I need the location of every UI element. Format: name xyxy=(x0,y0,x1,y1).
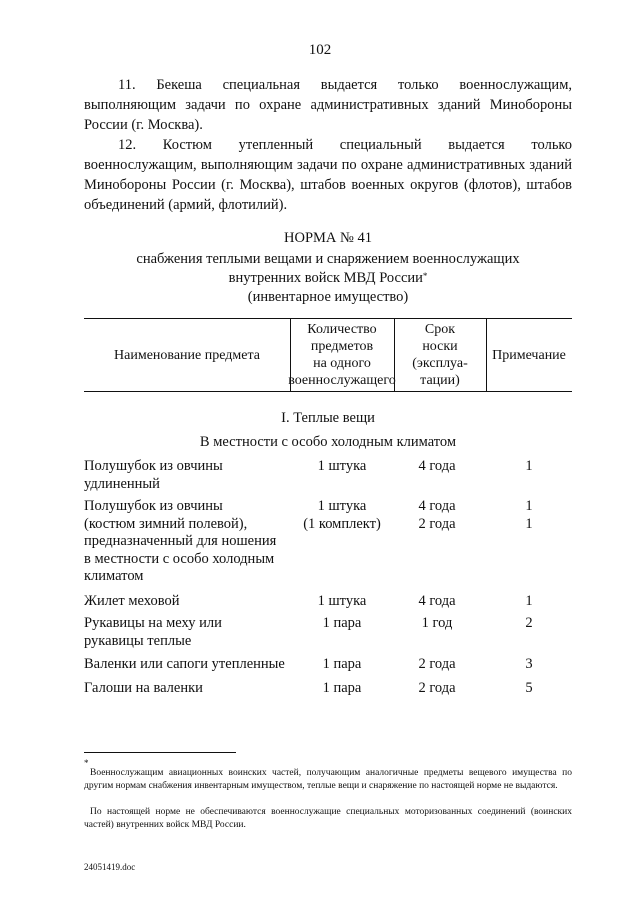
item-qty: 1 пара xyxy=(322,656,362,672)
item-name xyxy=(84,498,284,586)
header-term-line: тации) xyxy=(420,373,460,388)
item-term: 2 года xyxy=(418,680,456,696)
footnote-marker: * xyxy=(422,271,428,281)
norm-subtitle-2 xyxy=(84,269,572,288)
header-term-line: (эксплуа- xyxy=(412,356,468,371)
item-note: 3 xyxy=(525,656,533,672)
page-number: 102 xyxy=(308,42,332,58)
item-name xyxy=(84,458,284,493)
item-note-line: 1 xyxy=(525,498,533,514)
item-name-line: Полушубок из овчины xyxy=(84,498,223,514)
item-qty: 1 штука xyxy=(317,593,367,609)
header-qty-line: военнослужащего xyxy=(288,373,396,388)
paragraph-11: 11. Бекеша специальная выдается только военнослужащим, выполняющим задачи по охране административных зданий Минобороны России (г. Москва). xyxy=(84,77,572,133)
header-note: Примечание xyxy=(492,347,566,363)
item-name-line: предназначенный для ношения xyxy=(84,533,277,549)
header-term xyxy=(394,319,486,391)
header-term-line: носки xyxy=(422,339,458,354)
footnote-2: По настоящей норме не обеспечиваются военнослужащие специальных моторизованных соединений (воинских частей) внутренних войск МВД России. xyxy=(84,807,572,830)
item-note: 1 xyxy=(525,458,533,474)
item-name-line: Рукавицы на меху или xyxy=(84,615,222,631)
item-qty: 1 пара xyxy=(322,615,362,631)
item-term-line: 2 года xyxy=(418,515,456,532)
norm-subtitle-3: (инвентарное имущество) xyxy=(247,289,409,305)
doc-filename: 24051419.doc xyxy=(84,862,136,872)
item-note: 5 xyxy=(525,680,533,696)
footnote-star: * xyxy=(84,758,89,768)
norm-title: НОРМА № 41 xyxy=(284,230,372,246)
header-qty xyxy=(290,319,394,391)
item-name-line: климатом xyxy=(84,568,144,584)
item-name-line: (костюм зимний полевой), xyxy=(84,515,248,532)
norm-subtitle-2-text: внутренних войск МВД России xyxy=(228,270,423,286)
section-subtitle: В местности с особо холодным климатом xyxy=(199,434,457,450)
item-qty xyxy=(290,498,394,533)
item-name-line: Полушубок из овчины xyxy=(84,458,223,474)
footnote-1: Военнослужащим авиационных воинских частей, получающим аналогичные предметы вещевого имущества по другим нормам снабжения инвентарным имуществом, теплые вещи и снаряжение по настоящей норме не выдаются. xyxy=(84,768,572,791)
item-term: 1 год xyxy=(421,615,453,631)
item-name: Галоши на валенки xyxy=(84,680,203,696)
item-qty-line: (1 комплект) xyxy=(303,515,381,532)
item-note-line: 1 xyxy=(525,515,533,532)
item-note: 1 xyxy=(525,593,533,609)
item-name-line: удлиненный xyxy=(84,475,160,492)
header-term-line: Срок xyxy=(424,322,456,337)
header-qty-line: Количество xyxy=(307,322,377,337)
item-term-line: 4 года xyxy=(418,498,456,514)
norm-subtitle-1: снабжения теплыми вещами и снаряжением военнослужащих xyxy=(136,251,520,267)
item-qty-line: 1 штука xyxy=(317,498,367,514)
table-header xyxy=(84,318,572,392)
header-name: Наименование предмета xyxy=(114,347,260,363)
header-qty-line: предметов xyxy=(310,339,374,354)
item-term: 2 года xyxy=(418,656,456,672)
footnote-rule xyxy=(84,752,236,753)
header-qty-line: на одного xyxy=(313,356,371,371)
item-term xyxy=(402,498,472,533)
item-qty: 1 пара xyxy=(322,680,362,696)
item-name: Жилет меховой xyxy=(84,593,180,609)
paragraph-12: 12. Костюм утепленный специальный выдается только военнослужащим, выполняющим задачи по охране административных зданий Минобороны России (г. Москва), штабов военных округов (флотов), штабов объединений (армий, флотилий). xyxy=(84,137,572,213)
item-qty: 1 штука xyxy=(317,458,367,474)
section-title: I. Теплые вещи xyxy=(281,410,375,426)
item-term: 4 года xyxy=(418,458,456,474)
item-term: 4 года xyxy=(418,593,456,609)
item-name: Валенки или сапоги утепленные xyxy=(84,656,285,672)
item-name xyxy=(84,615,284,650)
item-name-line: рукавицы теплые xyxy=(84,632,192,649)
item-note xyxy=(486,498,572,533)
item-name-line: в местности с особо холодным xyxy=(84,550,275,567)
item-note: 2 xyxy=(525,615,533,631)
